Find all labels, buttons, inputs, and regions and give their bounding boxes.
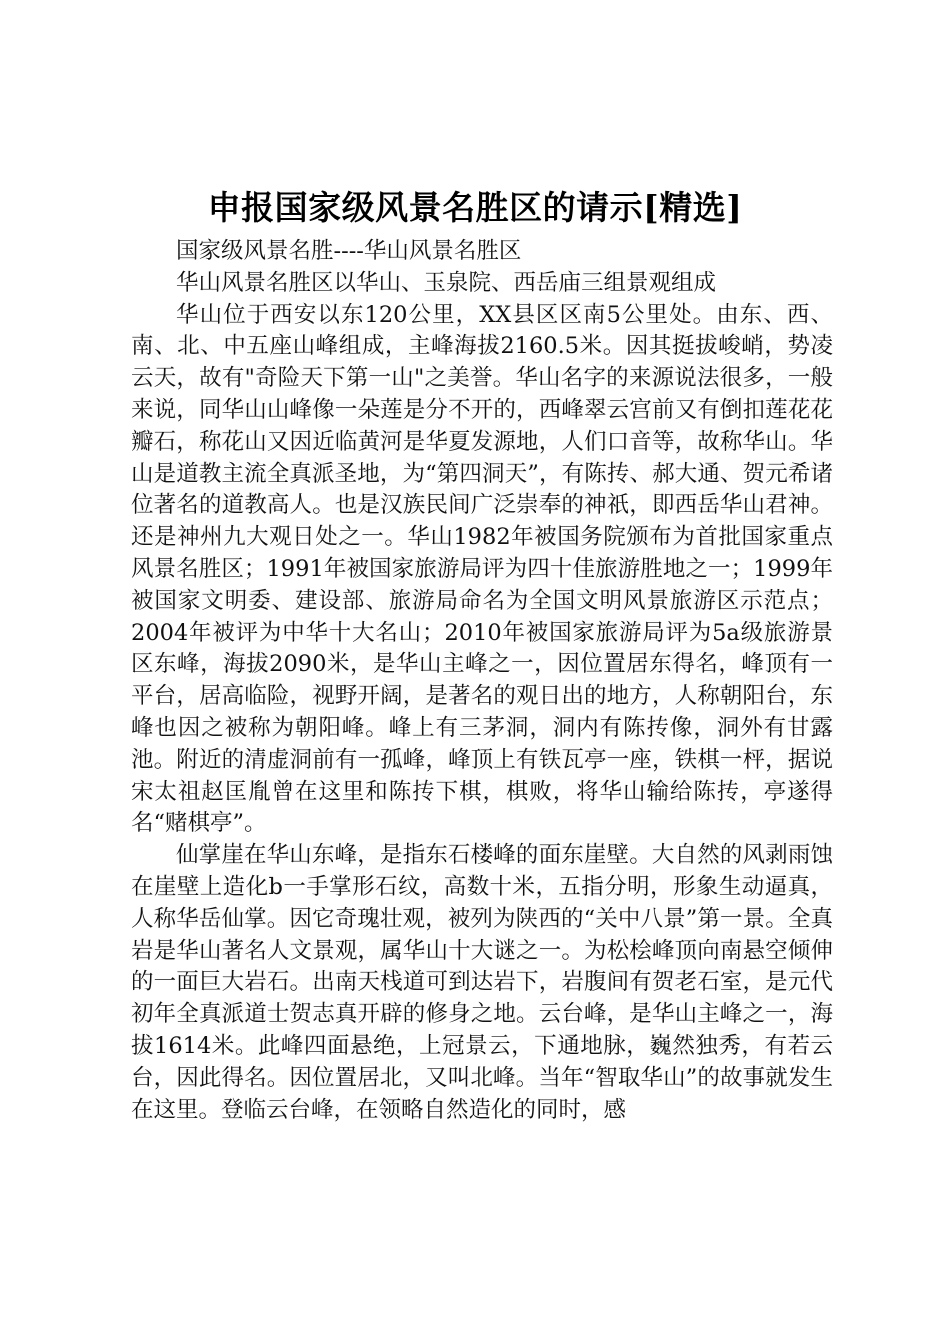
paragraph-subtitle: 国家级风景名胜----华山风景名胜区: [176, 238, 522, 264]
paragraph-overview: 华山风景名胜区以华山、玉泉院、西岳庙三组景观组成: [176, 269, 717, 296]
document-body: [131, 236, 833, 1126]
paragraph-huashan-intro: 华山位于西安以东120公里，XX县区区南5公里处。由东、西、南、北、中五座山峰组成，主峰海拔2160.5米。因其挺拔峻峭，势凌云天，故有"奇险天下第一山"之美誉。华山名字的来源说法很多，一般来说，同华山山峰像一朵莲是分不开的，西峰翠云宫前又有倒扣莲花花瓣石，称花山又因近临黄河是华夏发源地，人们口音等，故称华山。华山是道教主流全真派圣地，为“第四洞天”，有陈抟、郝大通、贺元希诸位著名的道教高人。也是汉族民间广泛崇奉的神祇，即西岳华山君神。还是神州九大观日处之一。华山1982年被国务院颁布为首批国家重点风景名胜区；1991年被国家旅游局评为四十佳旅游胜地之一；1999年被国家文明委、建设部、旅游局命名为全国文明风景旅游区示范点；2004年被评为中华十大名山；2010年被国家旅游局评为5a级旅游景区东峰，海拔2090米，是华山主峰之一，因位置居东得名，峰顶有一平台，居高临险，视野开阔，是著名的观日出的地方，人称朝阳台，东峰也因之被称为朝阳峰。峰上有三茅洞，洞内有陈抟像，洞外有甘露池。附近的清虚洞前有一孤峰，峰顶上有铁瓦亭一座，铁棋一枰，据说宋太祖赵匡胤曾在这里和陈抟下棋，棋败，将华山输给陈抟，亭遂得名“赌棋亭”。: [131, 301, 833, 837]
document-title: 申报国家级风景名胜区的请示[精选]: [207, 188, 743, 227]
paragraph-xianzhang-cliff: 仙掌崖在华山东峰，是指东石楼峰的面东崖壁。大自然的风剥雨蚀在崖壁上造化b一手掌形石纹，高数十米，五指分明，形象生动逼真，人称华岳仙掌。因它奇瑰壮观，被列为陕西的“关中八景”第一景。全真岩是华山著名人文景观，属华山十大谜之一。为松桧峰顶向南悬空倾伸的一面巨大岩石。出南天栈道可到达岩下，岩腹间有贺老石室，是元代初年全真派道士贺志真开辟的修身之地。云台峰，是华山主峰之一，海拔1614米。此峰四面悬绝，上冠景云，下通地脉，巍然独秀，有若云台，因此得名。因位置居北，又叫北峰。当年“智取华山”的故事就发生在这里。登临云台峰，在领略自然造化的同时，感: [131, 842, 833, 1123]
